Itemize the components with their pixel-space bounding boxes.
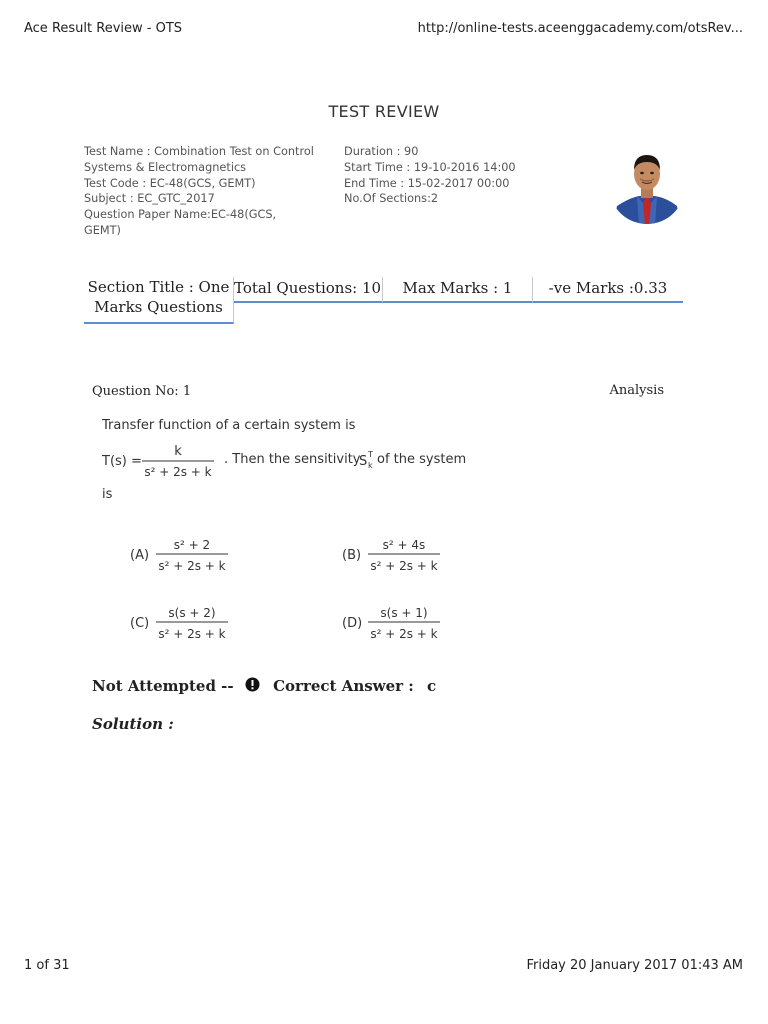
sections-count: No.Of Sections:2 (344, 192, 439, 206)
question-text-then: . Then the sensitivity (224, 452, 361, 467)
test-info-right (344, 144, 564, 207)
tf-numerator: k (174, 444, 182, 459)
svg-text:(A): (A) (130, 548, 150, 563)
print-header-url[interactable]: http://online-tests.aceenggacademy.com/otsRev... (417, 21, 743, 36)
svg-text:(B): (B) (342, 548, 362, 563)
option-b[interactable] (340, 534, 450, 576)
transfer-function-equation (100, 442, 224, 482)
tf-lhs: T(s) = (102, 454, 142, 469)
option-c[interactable] (128, 602, 238, 642)
print-footer-datetime: Friday 20 January 2017 01:43 AM (526, 958, 743, 973)
svg-text:s² + 2s + k: s² + 2s + k (158, 559, 226, 573)
print-footer-page: 1 of 31 (24, 958, 70, 973)
svg-text:s² + 2: s² + 2 (173, 538, 211, 552)
correct-answer-label: Correct Answer : (273, 677, 414, 695)
tf-denominator: s² + 2s + k (144, 465, 212, 479)
svg-text:s² + 2s + k: s² + 2s + k (158, 627, 226, 641)
svg-text:k: k (368, 461, 373, 470)
question-number: Question No: 1 (92, 384, 192, 399)
max-marks: Max Marks : 1 (383, 277, 533, 303)
test-code: Test Code : EC-48(GCS, GEMT) (84, 176, 256, 190)
section-title-line1: Section Title : One (87, 278, 230, 296)
question-text-is: is (102, 487, 113, 502)
exclamation-circle-icon (245, 677, 260, 696)
subject: Subject : EC_GTC_2017 (84, 192, 215, 206)
analysis-link[interactable]: Analysis (609, 383, 664, 398)
svg-text:s² + 2s + k: s² + 2s + k (370, 559, 438, 573)
question-text-of-system: of the system (377, 452, 467, 467)
svg-text:s² + 2s + k: s² + 2s + k (370, 627, 438, 641)
section-title-line2: Marks Questions (94, 298, 223, 316)
section-title-cell (84, 277, 234, 324)
option-d[interactable] (340, 602, 450, 642)
print-header-title: Ace Result Review - OTS (24, 21, 183, 36)
sensitivity-symbol (357, 448, 379, 472)
svg-text:T: T (368, 450, 373, 459)
svg-text:s(s + 1): s(s + 1) (380, 606, 428, 620)
question-paper-name: Question Paper Name:EC-48(GCS, GEMT) (84, 208, 277, 237)
negative-marks: -ve Marks :0.33 (533, 277, 683, 303)
option-a[interactable] (128, 534, 238, 576)
test-name: Test Name : Combination Test on Control Systems & Electromagnetics (84, 145, 314, 174)
page-title: TEST REVIEW (328, 102, 440, 121)
correct-answer-value: c (427, 677, 437, 695)
question-text-line1: Transfer function of a certain system is (102, 418, 356, 433)
attempt-status: Not Attempted -- (92, 677, 234, 695)
duration: Duration : 90 (344, 145, 419, 158)
solution-label: Solution : (92, 715, 174, 733)
end-time: End Time : 15-02-2017 00:00 (344, 176, 510, 190)
total-questions: Total Questions: 10 (234, 277, 383, 303)
svg-text:(C): (C) (130, 616, 150, 631)
svg-text:S: S (359, 454, 368, 469)
svg-text:s(s + 2): s(s + 2) (168, 606, 216, 620)
svg-text:(D): (D) (342, 616, 363, 631)
test-info-left (84, 144, 314, 239)
svg-text:s² + 4s: s² + 4s (382, 538, 426, 552)
start-time: Start Time : 19-10-2016 14:00 (344, 160, 516, 174)
avatar (609, 146, 685, 226)
result-status-row (92, 676, 436, 696)
